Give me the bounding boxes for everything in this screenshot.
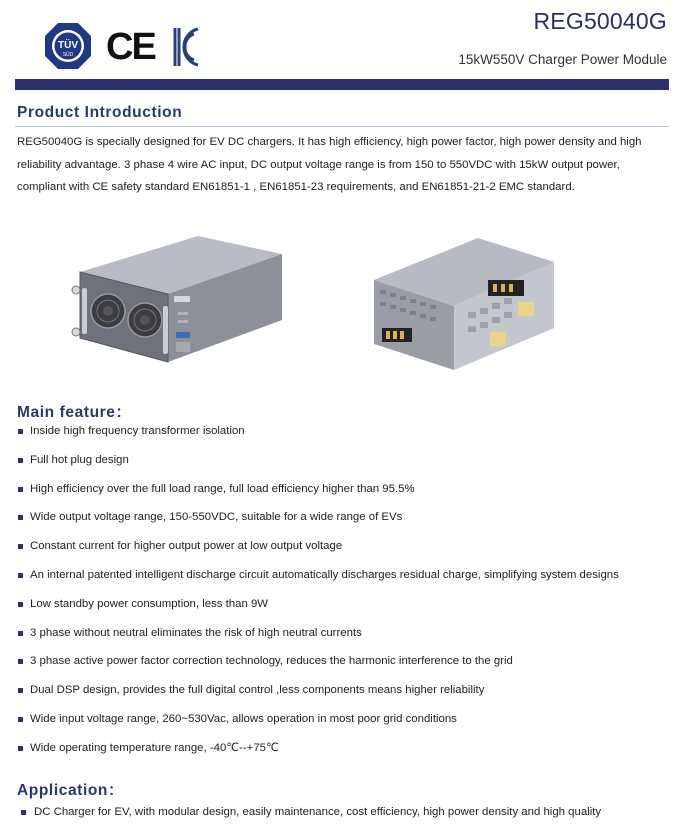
page-header	[0, 0, 679, 92]
product-subtitle: 15kW550V Charger Power Module	[458, 52, 667, 67]
application-heading: Application：	[17, 782, 125, 799]
list-item: DC Charger for EV, with modular design, easily maintenance, cost efficiency, high power density and high quality	[17, 801, 601, 823]
intro-paragraph: REG50040G is specially designed for EV DC chargers. It has high efficiency, high power factor, high power density and high reliability advantage. 3 phase 4 wire AC input, DC output voltage range is from 150 to 550VDC with 15kW output power, compliant with CE safety standard EN61851-1 , EN61851-23 requirements, and EN61851-21-2 EMC standard.	[17, 136, 642, 193]
list-item: Full hot plug design	[17, 449, 619, 478]
product-image-front	[68, 232, 288, 377]
product-image-rear	[368, 232, 558, 377]
list-item: 3 phase without neutral eliminates the risk of high neutral currents	[17, 622, 619, 651]
list-item: High efficiency over the full load range, full load efficiency higher than 95.5%	[17, 478, 619, 507]
list-item: Dual DSP design, provides the full digital control ,less components means higher reliability	[17, 679, 619, 708]
list-item: Wide output voltage range, 150-550VDC, suitable for a wide range of EVs	[17, 506, 619, 535]
list-item: An internal patented intelligent discharge circuit automatically discharges residual charge, simplifying system designs	[17, 564, 619, 593]
list-item: Constant current for higher output power at low output voltage	[17, 535, 619, 564]
model-number: REG50040G	[533, 8, 667, 34]
header-divider-bar	[15, 79, 669, 90]
intro-heading: Product Introduction	[17, 104, 183, 121]
application-list	[17, 801, 601, 823]
list-item: Wide input voltage range, 260~530Vac, allows operation in most poor grid conditions	[17, 708, 619, 737]
list-item: 3 phase active power factor correction technology, reduces the harmonic interference to the grid	[17, 650, 619, 679]
list-item: Low standby power consumption, less than 9W	[17, 593, 619, 622]
feature-heading: Main feature：	[17, 404, 132, 421]
sud-logo-text: SÜD	[62, 52, 74, 58]
tuv-sud-logo	[44, 22, 92, 70]
kc-mark	[172, 26, 200, 68]
list-item: Wide operating temperature range, -40℃--+75℃	[17, 737, 619, 766]
tuv-logo-text: TÜV	[58, 40, 78, 51]
ce-mark: CE	[106, 26, 155, 68]
feature-list	[17, 420, 619, 766]
intro-divider	[15, 126, 669, 127]
list-item: Inside high frequency transformer isolation	[17, 420, 619, 449]
